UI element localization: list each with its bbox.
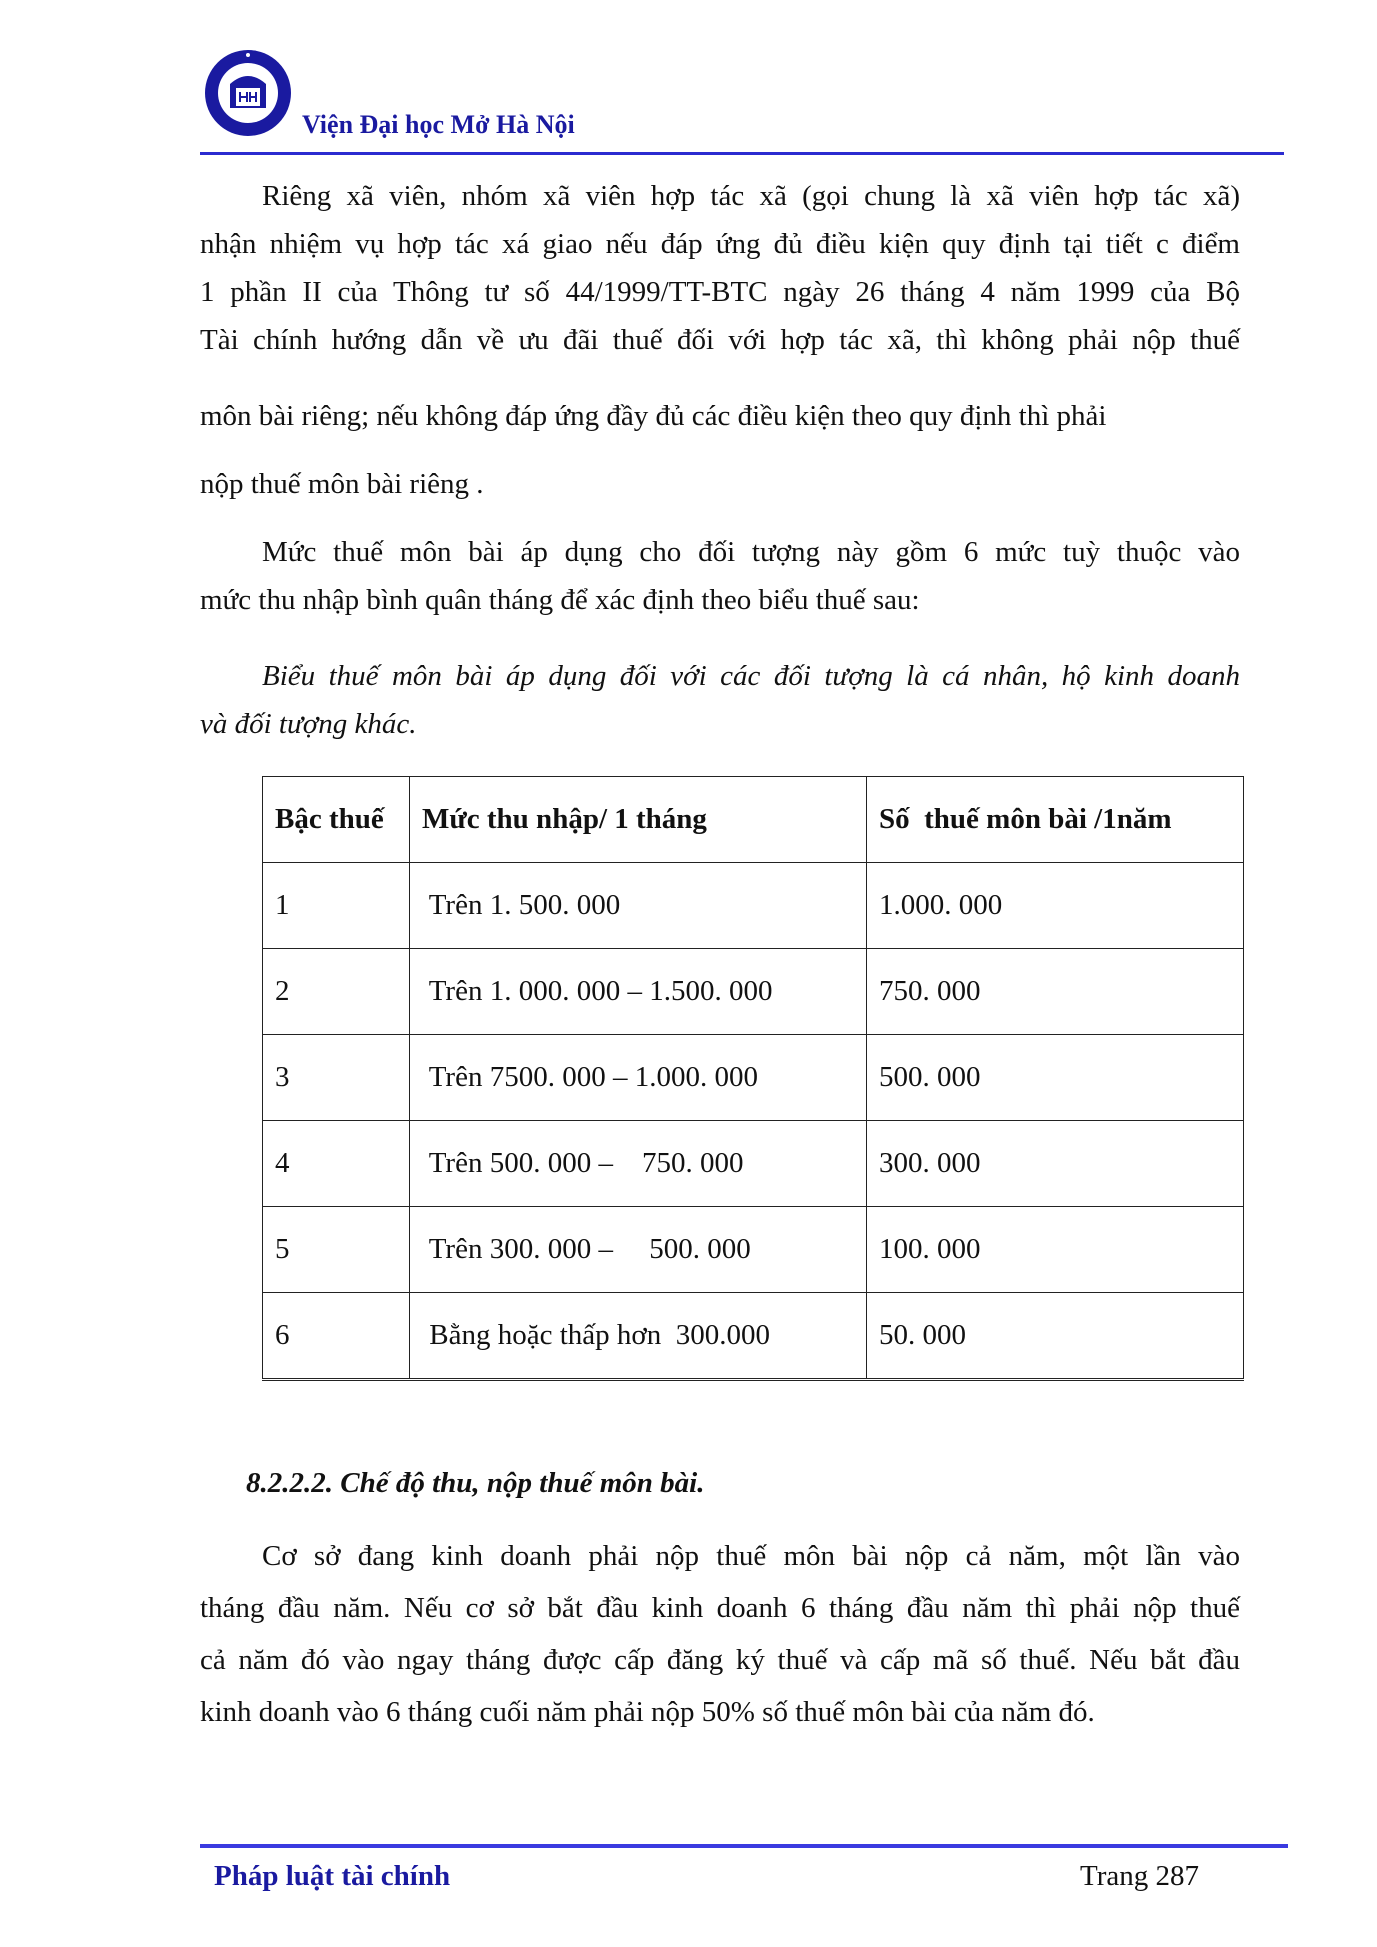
text-line: 1 phần II của Thông tư số 44/1999/TT-BTC ngày 26 tháng 4 năm 1999 của Bộ — [200, 276, 1240, 308]
footer-title: Pháp luật tài chính — [214, 1860, 451, 1892]
footer-rule — [200, 1844, 1288, 1848]
cell-level: 3 — [263, 1035, 410, 1121]
table-row — [263, 1035, 1244, 1121]
cell-tax: 100. 000 — [867, 1207, 1244, 1293]
text-line: và đối tượng khác. — [200, 708, 417, 740]
text-line: nộp thuế môn bài riêng . — [200, 468, 484, 500]
header-annual-tax: Số thuế môn bài /1năm — [867, 777, 1244, 863]
header-rule — [200, 152, 1284, 155]
paragraph-1-cont — [200, 392, 1240, 440]
table-row — [263, 863, 1244, 949]
text-line: mức thu nhập bình quân tháng để xác định theo biểu thuế sau: — [200, 584, 920, 616]
cell-tax: 300. 000 — [867, 1121, 1244, 1207]
cell-level: 5 — [263, 1207, 410, 1293]
text-line: tháng đầu năm. Nếu cơ sở bắt đầu kinh doanh 6 tháng đầu năm thì phải nộp thuế — [200, 1592, 1240, 1624]
cell-income: Trên 500. 000 – 750. 000 — [410, 1121, 867, 1207]
cell-tax: 1.000. 000 — [867, 863, 1244, 949]
cell-income: Trên 1. 000. 000 – 1.500. 000 — [410, 949, 867, 1035]
paragraph-1 — [200, 172, 1240, 364]
text-line: kinh doanh vào 6 tháng cuối năm phải nộp 50% số thuế môn bài của năm đó. — [200, 1696, 1095, 1728]
cell-income: Bằng hoặc thấp hơn 300.000 — [410, 1293, 867, 1380]
text-line: Riêng xã viên, nhóm xã viên hợp tác xã (gọi chung là xã viên hợp tác xã) — [262, 180, 1240, 212]
cell-level: 4 — [263, 1121, 410, 1207]
cell-tax: 50. 000 — [867, 1293, 1244, 1380]
text-line: Cơ sở đang kinh doanh phải nộp thuế môn bài nộp cả năm, một lần vào — [262, 1540, 1240, 1572]
section-heading: 8.2.2.2. Chế độ thu, nộp thuế môn bài. — [246, 1467, 705, 1499]
paragraph-1-end — [200, 460, 1240, 508]
table-row — [263, 1207, 1244, 1293]
table-row — [263, 949, 1244, 1035]
table-row — [263, 1121, 1244, 1207]
cell-income: Trên 300. 000 – 500. 000 — [410, 1207, 867, 1293]
header-monthly-income: Mức thu nhập/ 1 tháng — [410, 777, 867, 863]
header-tax-level: Bậc thuế — [263, 777, 410, 863]
table-row — [263, 1293, 1244, 1380]
tax-table — [262, 776, 1244, 1381]
text-line: cả năm đó vào ngay tháng được cấp đăng ký thuế và cấp mã số thuế. Nếu bắt đầu — [200, 1644, 1240, 1676]
page-number: Trang 287 — [1080, 1860, 1199, 1892]
text-line: nhận nhiệm vụ hợp tác xá giao nếu đáp ứng đủ điều kiện quy định tại tiết c điểm — [200, 228, 1240, 260]
text-line: Biểu thuế môn bài áp dụng đối với các đối tượng là cá nhân, hộ kinh doanh — [262, 660, 1240, 692]
institution-name: Viện Đại học Mở Hà Nội — [302, 110, 575, 139]
cell-income: Trên 1. 500. 000 — [410, 863, 867, 949]
text-line: môn bài riêng; nếu không đáp ứng đầy đủ các điều kiện theo quy định thì phải — [200, 400, 1107, 432]
cell-tax: 750. 000 — [867, 949, 1244, 1035]
cell-tax: 500. 000 — [867, 1035, 1244, 1121]
text-line: Mức thuế môn bài áp dụng cho đối tượng này gồm 6 mức tuỳ thuộc vào — [262, 536, 1240, 568]
cell-income: Trên 7500. 000 – 1.000. 000 — [410, 1035, 867, 1121]
cell-level: 1 — [263, 863, 410, 949]
table-caption — [200, 652, 1240, 748]
university-logo — [203, 48, 293, 138]
cell-level: 2 — [263, 949, 410, 1035]
text-line: Tài chính hướng dẫn về ưu đãi thuế đối với hợp tác xã, thì không phải nộp thuế — [200, 324, 1240, 356]
cell-level: 6 — [263, 1293, 410, 1380]
paragraph-4 — [200, 1530, 1240, 1738]
table-header-row — [263, 777, 1244, 863]
paragraph-2 — [200, 528, 1240, 624]
